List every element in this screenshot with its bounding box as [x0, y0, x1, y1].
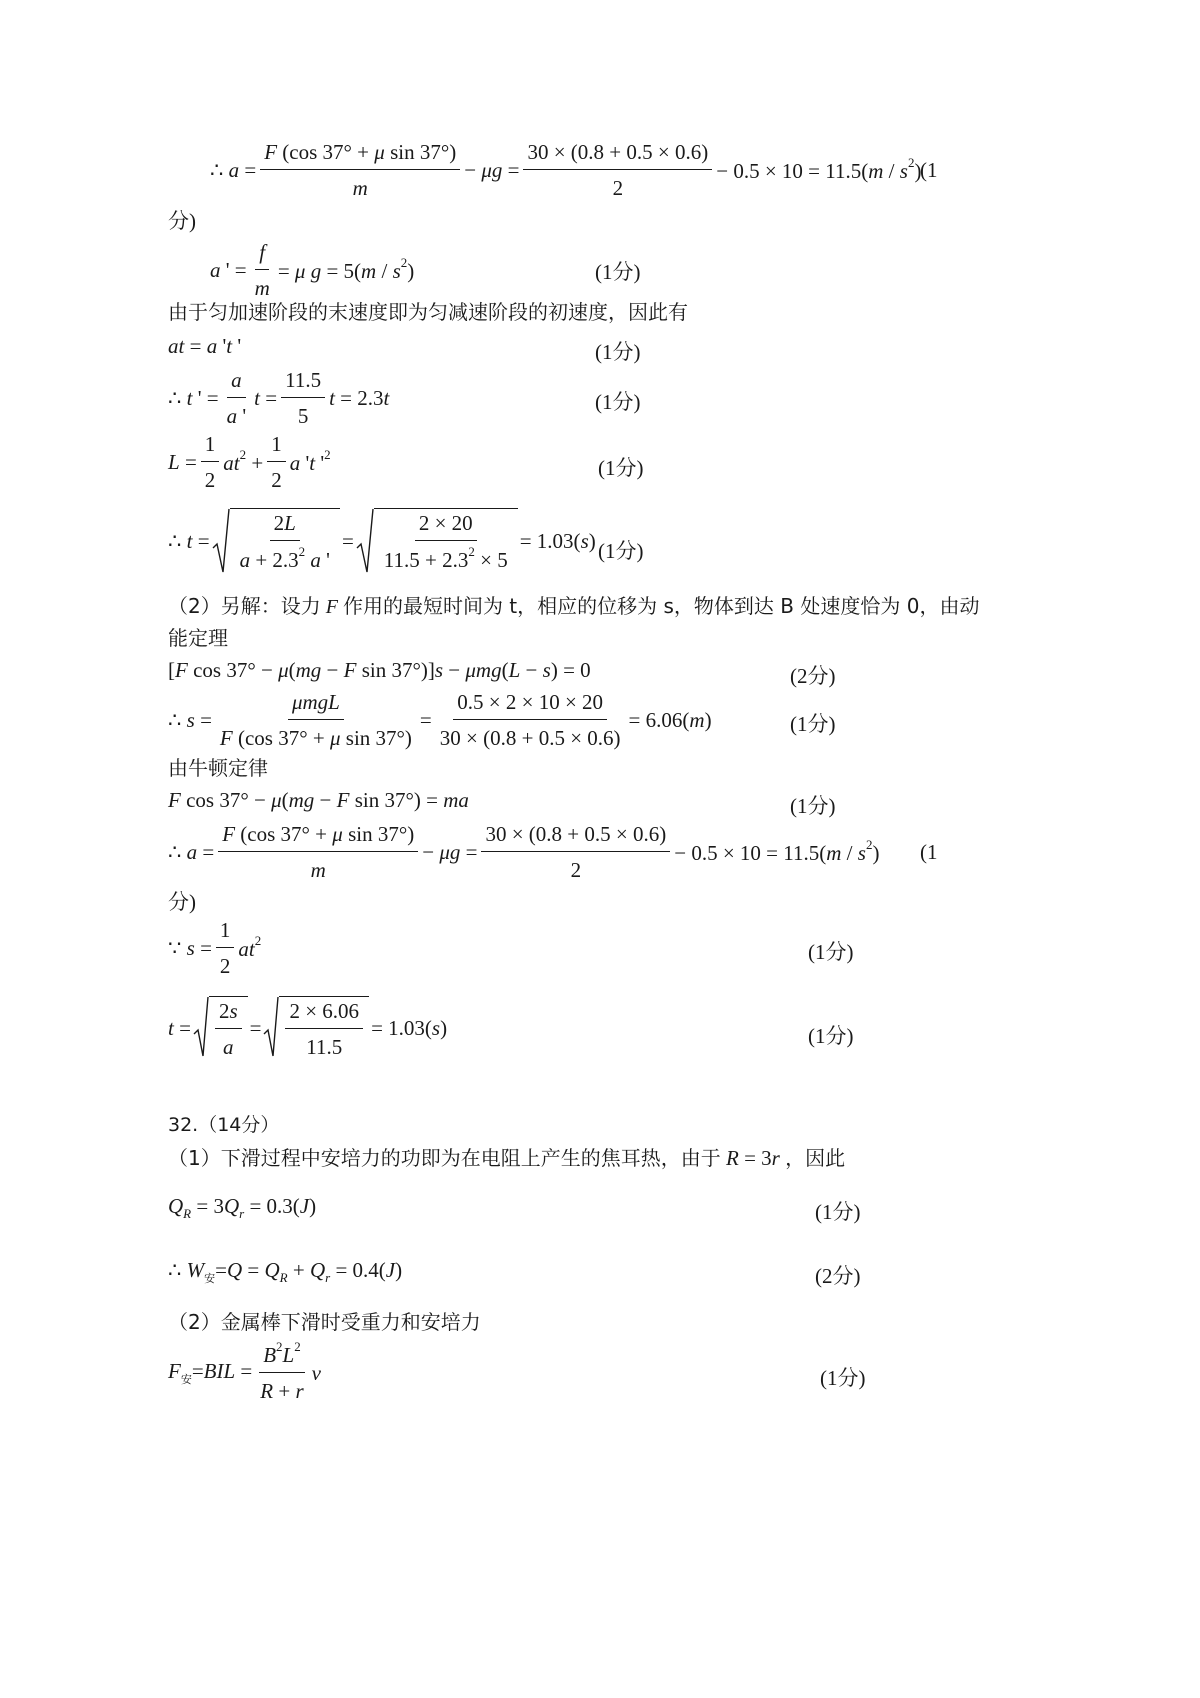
equation-QR: $Q_R = 3Q_r = 0.3(J)$: [168, 1194, 317, 1222]
equation-a-prime: a ' = $\frac{f}{m}$ = μ $g = 5(m / s^2)$: [210, 240, 415, 300]
equation-at: at = a 't ': [168, 334, 242, 358]
equation-W: ∴ $W_安=Q = Q_R + Q_r = 0.4(J)$: [168, 1258, 403, 1286]
equation-a-first: ∴ a = $\frac{\text{F (cos 37° + μ sin 37°)}}{m}$ − μg = $\frac{30 \times (0.8 + 0.5 \times 0.6)}{2}$ − $0.5 \times 10 = 11.5(m / s^2)$: [210, 140, 922, 200]
equation-t-final: t = $\frac{2s}{a}$ = $\frac{2 \times 6.06}{11.5}$ = 1.03(s): [168, 996, 447, 1060]
equation-a-second: ∴ a = $\frac{\text{F (cos 37° + μ sin 37°)}}{m}$ − μg = $\frac{30 \times (0.8 + 0.5 \times 0.6)}{2}$ − $0.5 \times 10 = 11.5(m / s^2)$: [168, 822, 880, 882]
equation-s-half: ∵ s = $\frac{1}{2}$ $at^2$: [168, 918, 262, 978]
equation-t-prime: ∴ t ' = $\frac{a}{a '}$ t = $\frac{11.5}{5}$ t = 2.3t: [168, 368, 390, 428]
equation-newton: F cos 37° − μ(mg − F sin 37°) = ma: [168, 788, 469, 812]
score-mark: (1分): [790, 794, 836, 818]
score-mark: (1分): [595, 260, 641, 284]
score-mark: 分): [168, 209, 196, 233]
score-mark: (1分): [808, 940, 854, 964]
paragraph-text: 能定理: [168, 626, 228, 650]
equation-F-an: $F_安=BIL$ = $\frac{B^2L^2}{R + r}$ v: [168, 1339, 321, 1403]
score-mark: (1: [920, 158, 938, 182]
equation-s: ∴ s = $\frac{\text{μmgL}}{\text{F (cos 37° + μ sin 37°)}}$ = $\frac{0.5 \times 2 \times 10 \times 20}{30 \times (0.8 + 0.5 \times 0.6)}$ = 6.06(m): [168, 690, 712, 750]
paragraph-text: （2）另解：设力 F 作用的最短时间为 t，相应的位移为 s，物体到达 B 处速度恰为 0，由动: [168, 594, 980, 618]
score-mark: (1分): [598, 456, 644, 480]
score-mark: (1分): [790, 712, 836, 736]
score-mark: (1分): [820, 1366, 866, 1390]
paragraph-text: 由牛顿定律: [168, 756, 268, 780]
paragraph-text: （1）下滑过程中安培力的功即为在电阻上产生的焦耳热，由于 R = 3r ，因此: [168, 1146, 846, 1170]
score-mark: (1分): [815, 1200, 861, 1224]
score-mark: (1分): [595, 340, 641, 364]
score-mark: (1分): [808, 1024, 854, 1048]
question-heading: 32.（14分）: [168, 1114, 280, 1136]
paragraph-text: （2）金属棒下滑时受重力和安培力: [168, 1310, 481, 1334]
score-mark: 分): [168, 890, 196, 914]
score-mark: (2分): [790, 664, 836, 688]
equation-t-sqrt: ∴ t = $\frac{2L}{a + 2.3^2 a '}$ = $\frac{2 \times 20}{11.5 + 2.3^2 \times 5}$ = 1.03(s): [168, 508, 596, 574]
score-mark: (2分): [815, 1264, 861, 1288]
score-mark: (1分): [595, 390, 641, 414]
paragraph-text: 由于匀加速阶段的末速度即为匀减速阶段的初速度，因此有: [168, 300, 688, 324]
equation-energy: [F cos 37° − μ(mg − F sin 37°)]s − μmg(L − s) = 0: [168, 658, 591, 682]
score-mark: (1分): [598, 539, 644, 563]
score-mark: (1: [920, 840, 938, 864]
equation-L: L = $\frac{1}{2}$ $at^2$ + $\frac{1}{2}$ a 't '$^2$: [168, 432, 331, 492]
